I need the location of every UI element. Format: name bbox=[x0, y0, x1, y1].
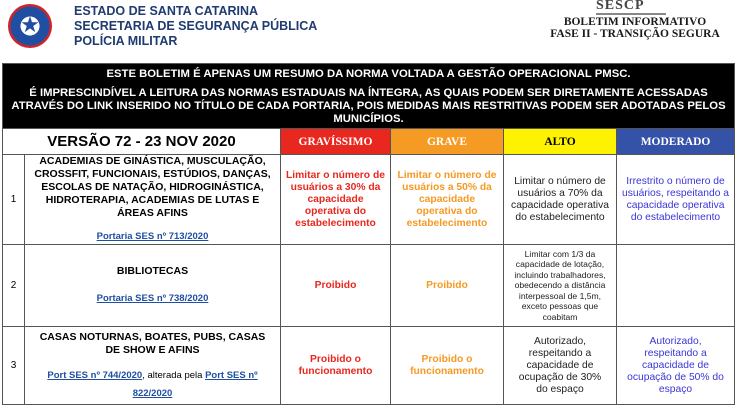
activity-name: ACADEMIAS DE GINÁSTICA, MUSCULAÇÃO, CROSSFIT, FUNCIONAIS, ESTÚDIOS, DANÇAS, ESCOLAS DE NATAÇÃO, HIDROGINÁSTICA, HIDROTERAPIA, ACADEMIAS DE LUTAS E ÁREAS AFINS bbox=[34, 155, 271, 219]
activity-name: CASAS NOTURNAS, BOATES, PUBS, CASAS DE SHOW E AFINS bbox=[39, 330, 266, 356]
grave-rule: Proibido o funcionamento bbox=[410, 353, 484, 377]
organization-name bbox=[74, 4, 317, 49]
org-line-state: ESTADO DE SANTA CATARINA bbox=[74, 4, 259, 18]
restrictions-table bbox=[2, 63, 735, 405]
notice-banner bbox=[3, 64, 735, 129]
row-number: 2 bbox=[3, 245, 25, 327]
version-label: VERSÃO 72 - 23 NOV 2020 bbox=[3, 129, 281, 155]
link-connector-text: , alterada pela bbox=[142, 369, 206, 381]
table-row bbox=[3, 245, 735, 327]
row-number: 3 bbox=[3, 327, 25, 405]
activity-cell bbox=[25, 245, 281, 327]
gravissimo-rule: Proibido o funcionamento bbox=[298, 353, 373, 377]
alto-rule: Limitar o número de usuários a 70% da capacidade operativa do estabelecimento bbox=[511, 175, 609, 223]
portaria-link[interactable]: Port SES nº 744/2020 bbox=[47, 369, 143, 381]
notice-line-1: ESTE BOLETIM É APENAS UM RESUMO DA NORMA VOLTADA A GESTÃO OPERACIONAL PMSC. bbox=[106, 68, 631, 80]
moderado-rule: Autorizado, respeitando a capacidade de ocupação de 50% do espaço bbox=[627, 335, 724, 395]
level-gravissimo-header: GRAVÍSSIMO bbox=[281, 129, 391, 155]
pmsc-emblem-icon: ★ bbox=[8, 4, 52, 48]
activity-cell bbox=[25, 327, 281, 405]
alto-rule: Limitar com 1/3 da capacidade de lotação, incluindo trabalhadores, obedecendo a distância interpessoal de 1,5m, exceto pessoas que coabitam bbox=[514, 248, 606, 322]
boletim-line-2: FASE II - TRANSIÇÃO SEGURA bbox=[550, 28, 720, 40]
level-alto-header: ALTO bbox=[504, 129, 617, 155]
moderado-rule: Irrestrito o número de usuários, respeitando a capacidade operativa do estabelecimento bbox=[621, 175, 730, 223]
org-line-secretariat: SECRETARIA DE SEGURANÇA PÚBLICA bbox=[74, 19, 318, 33]
level-moderado-header: MODERADO bbox=[617, 129, 735, 155]
boletim-title bbox=[540, 16, 730, 40]
org-line-police: POLÍCIA MILITAR bbox=[74, 34, 178, 48]
sescp-logo bbox=[596, 0, 666, 14]
gravissimo-rule: Limitar o número de usuários a 30% da capacidade operativa do estabelecimento bbox=[286, 169, 385, 229]
grave-rule: Proibido bbox=[426, 279, 468, 291]
activity-cell bbox=[25, 155, 281, 245]
portaria-link[interactable]: Portaria SES nº 713/2020 bbox=[96, 231, 209, 242]
portaria-link-amendment[interactable]: Port SES nº 822/2020 bbox=[132, 369, 258, 399]
level-grave-header: GRAVE bbox=[391, 129, 504, 155]
table-row bbox=[3, 327, 735, 405]
activity-name: BIBLIOTECAS bbox=[116, 265, 189, 277]
notice-line-2: É IMPRESCINDÍVEL A LEITURA DAS NORMAS ESTADUAIS NA ÍNTEGRA, AS QUAIS PODEM SER DIRETAMENTE ACESSADAS ATRAVÉS DO LINK INSERIDO NO TÍTULO DE CADA PORTARIA, POIS MEDIDAS MAIS RESTRITIVAS PODEM SER ADOTADAS PELOS MUNICÍPIOS. bbox=[11, 87, 726, 125]
alto-rule: Autorizado, respeitando a capacidade de ocupação de 30% do espaço bbox=[518, 335, 602, 395]
boletim-line-1: BOLETIM INFORMATIVO bbox=[563, 16, 707, 28]
gravissimo-rule: Proibido bbox=[314, 279, 357, 291]
sescp-logo-text: SESCP bbox=[596, 0, 645, 13]
row-number: 1 bbox=[3, 155, 25, 245]
document-header bbox=[0, 0, 740, 62]
table-row bbox=[3, 155, 735, 245]
grave-rule: Limitar o número de usuários a 50% da capacidade operativa do estabelecimento bbox=[397, 169, 497, 229]
portaria-link[interactable]: Portaria SES nº 738/2020 bbox=[96, 293, 209, 304]
